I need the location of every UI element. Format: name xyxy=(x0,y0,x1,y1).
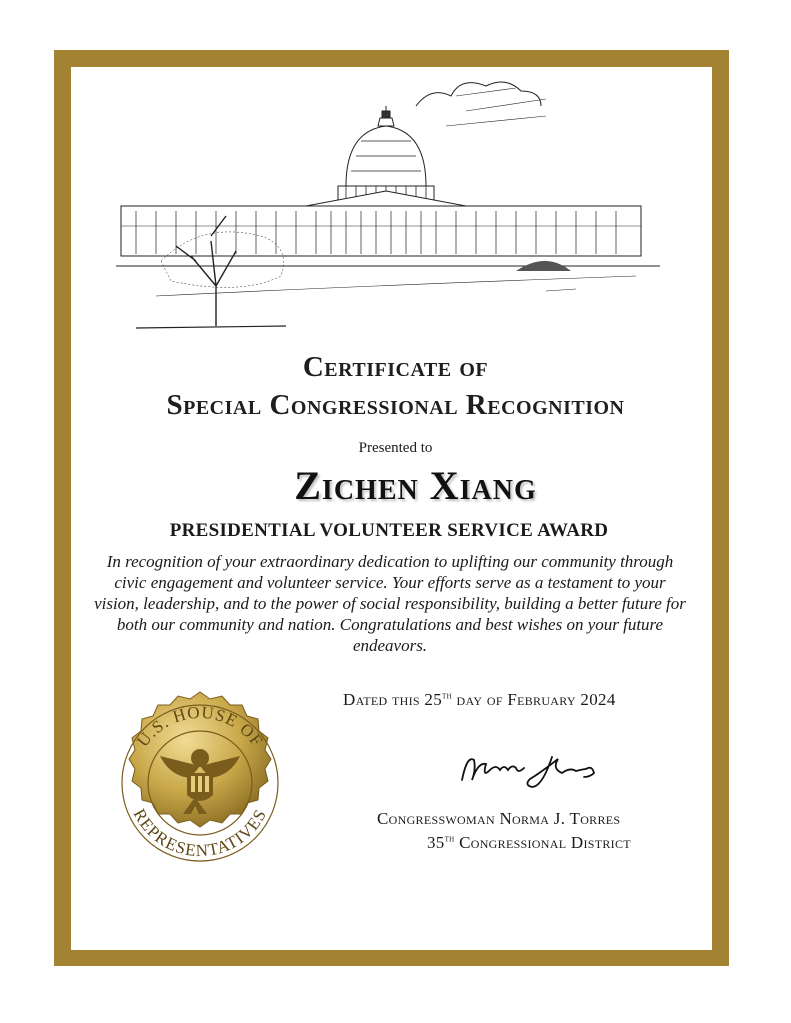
dated-suffix: day of February 2024 xyxy=(451,690,616,709)
award-name: PRESIDENTIAL VOLUNTEER SERVICE AWARD xyxy=(169,520,609,541)
recipient-name: Zichen Xiang xyxy=(294,463,537,508)
presented-to-label: Presented to xyxy=(358,440,433,456)
house-seal-icon xyxy=(105,688,295,878)
signature-image xyxy=(452,745,632,795)
dated-ordinal: th xyxy=(442,690,452,702)
capitol-building-illustration xyxy=(116,66,660,336)
dated-line xyxy=(343,690,616,710)
district-ordinal: th xyxy=(444,833,455,845)
signer-name: Congresswoman Norma J. Torres xyxy=(377,809,621,828)
seal-bottom-text: REPRESENTATIVES xyxy=(129,805,271,861)
certificate-title-line2: Special Congressional Recognition xyxy=(166,389,625,421)
district-suffix: Congressional District xyxy=(454,833,631,852)
certificate-title-line1: Certificate of xyxy=(302,351,489,383)
district-line xyxy=(427,833,631,853)
seal-top-text: U.S. HOUSE OF xyxy=(133,702,267,751)
citation-text: In recognition of your extraordinary dedication to uplifting our community through civic engagement and volunteer service. Your efforts serve as a testament to your vision, leadership, and to the power of social responsibility, building a better future for both our community and nation. Congratulations and best wishes on your future endeavors. xyxy=(94,552,686,655)
dated-prefix: Dated this 25 xyxy=(343,690,443,709)
district-number: 35 xyxy=(427,833,445,852)
